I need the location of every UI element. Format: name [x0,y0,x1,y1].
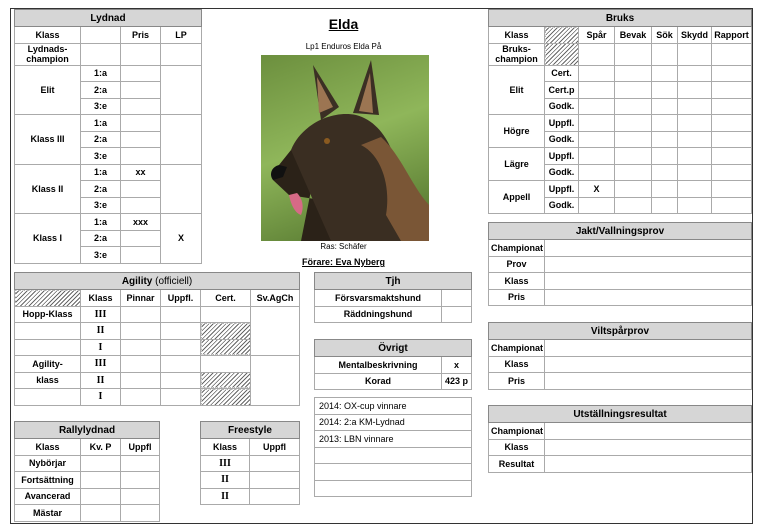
dog-illustration [261,55,429,241]
dog-name: Elda [328,16,359,32]
ovrigt-table: Övrigt Mentalbeskrivning x Korad 423 p 2014: OX-cup vinnare 2014: 2:a KM-Lydnad 2013: LBN vinnare [314,339,472,497]
col-klass: Klass [15,27,81,44]
korad-value: 423 p [442,373,472,390]
jakt-table: Jakt/Vallningsprov Championat Prov Klass Pris [488,222,752,306]
appell-spar-mark: X [579,181,615,198]
class-ii: Klass II [15,164,81,214]
bruks-table: Bruks Klass Spår Bevak Sök Skydd Rapport Bruks-champion Elit Cert. Cert.p Godk. Högre Uppfl. Godk. Lägre Uppfl. Godk. Appell Uppfl. X Godk. [488,9,752,214]
bruks-title: Bruks [489,10,752,27]
hatched-cell [545,27,579,44]
lydnad-table: Lydnad Klass Pris LP Lydnads-champion Elit 1:a 2:a 3:e Klass III 1:a 2:a 3:e Klass II 1:a xx 2:a 3:e Klass I 1:a xxx X 2:a 3:e [14,9,202,264]
viltspar-table: Viltspårprov Championat Klass Pris [488,322,752,390]
class-iii: Klass III [15,115,81,165]
tjh-table: Tjh Försvarsmaktshund Räddningshund [314,272,472,323]
dog-photo [261,55,429,241]
lydnad-champion-label: Lydnads-champion [15,43,81,65]
dog-handler: Förare: Eva Nyberg [301,257,386,267]
agility-title: Agility [121,275,153,287]
note-3: 2013: LBN vinnare [315,431,472,448]
rally-table: Rallylydnad Klass Kv. P Uppfl Nybörjar Fortsättning Avancerad Mästar [14,421,160,522]
col-pris: Pris [121,27,161,44]
klass-i-lp: X [161,214,202,264]
klass-ii-pris: xx [121,164,161,181]
mental-value: x [442,357,472,374]
col-blank [81,27,121,44]
dog-header [200,8,487,32]
freestyle-table: Freestyle Klass Uppfl III II II [200,421,300,505]
col-lp: LP [161,27,202,44]
dog-breed: Ras: Schäfer [320,242,367,251]
class-elit: Elit [15,65,81,115]
utstallning-table: Utställningsresultat Championat Klass Resultat [488,405,752,473]
lydnad-title: Lydnad [15,10,202,27]
dog-full-name: Lp1 Enduros Elda På [305,42,382,51]
klass-i-pris: xxx [121,214,161,231]
note-1: 2014: OX-cup vinnare [315,398,472,415]
class-i: Klass I [15,214,81,264]
note-2: 2014: 2:a KM-Lydnad [315,414,472,431]
bruks-champion-label: Bruks-champion [489,43,545,65]
agility-table: Agility (officiell) Klass Pinnar Uppfl. Cert. Sv.AgCh Hopp-Klass III II I Agility- III klass II I [14,272,300,406]
